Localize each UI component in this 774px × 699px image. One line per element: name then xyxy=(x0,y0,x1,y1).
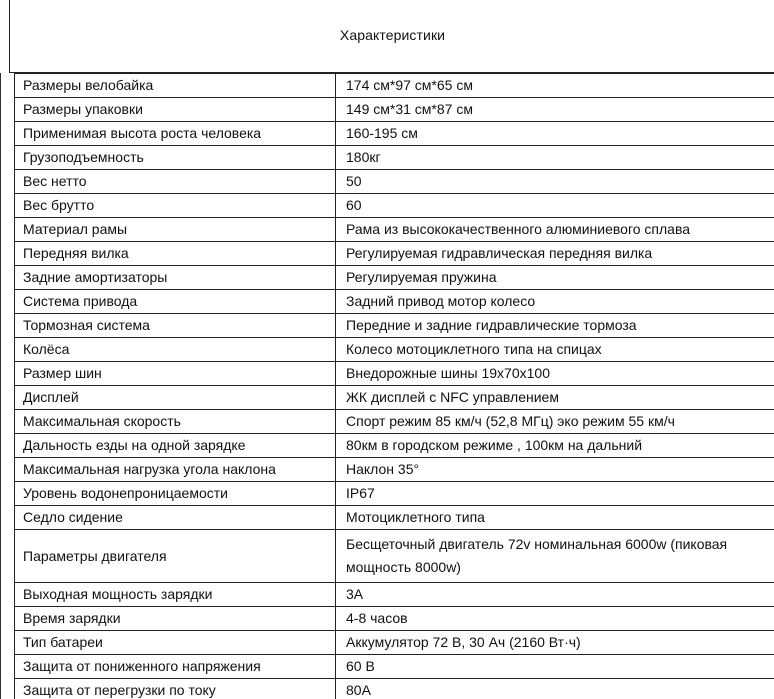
row-value: 60 В xyxy=(336,655,774,679)
row-label: Дальность езды на одной зарядке xyxy=(15,434,336,458)
row-label: Выходная мощность зарядки xyxy=(15,583,336,607)
table-row xyxy=(15,146,774,170)
table-row xyxy=(15,583,774,607)
row-value: ЖК дисплей с NFC управлением xyxy=(336,386,774,410)
row-value: Регулируемая пружина xyxy=(336,266,774,290)
row-value: Рама из высококачественного алюминиевого сплава xyxy=(336,218,774,242)
row-label: Максимальная нагрузка угола наклона xyxy=(15,458,336,482)
row-value: Мотоциклетного типа xyxy=(336,506,774,530)
row-value: 174 см*97 см*65 см xyxy=(336,74,774,98)
row-label: Седло сидение xyxy=(15,506,336,530)
row-label: Система привода xyxy=(15,290,336,314)
row-label: Максимальная скорость xyxy=(15,410,336,434)
row-label: Размер шин xyxy=(15,362,336,386)
table-row xyxy=(15,242,774,266)
row-value: 160-195 см xyxy=(336,122,774,146)
row-value: IP67 xyxy=(336,482,774,506)
table-title: Характеристики xyxy=(339,27,446,43)
spec-table xyxy=(14,73,774,699)
row-value: Задний привод мотор колесо xyxy=(336,290,774,314)
row-label: Параметры двигателя xyxy=(15,530,336,583)
row-value: 3A xyxy=(336,583,774,607)
row-label: Защита от пониженного напряжения xyxy=(15,655,336,679)
row-value: Колесо мотоциклетного типа на спицах xyxy=(336,338,774,362)
left-border-line xyxy=(0,73,1,699)
table-row xyxy=(15,98,774,122)
table-row xyxy=(15,74,774,98)
row-label: Материал рамы xyxy=(15,218,336,242)
row-value: Внедорожные шины 19x70x100 xyxy=(336,362,774,386)
row-label: Дисплей xyxy=(15,386,336,410)
table-row xyxy=(15,170,774,194)
row-value: 149 см*31 см*87 см xyxy=(336,98,774,122)
table-row xyxy=(15,410,774,434)
row-label: Грузоподъемность xyxy=(15,146,336,170)
table-row xyxy=(15,362,774,386)
row-label: Защита от перегрузки по току xyxy=(15,679,336,699)
row-label: Размеры велобайка xyxy=(15,74,336,98)
row-label: Вес брутто xyxy=(15,194,336,218)
row-label: Размеры упаковки xyxy=(15,98,336,122)
table-row xyxy=(15,314,774,338)
table-row xyxy=(15,338,774,362)
row-label: Колёса xyxy=(15,338,336,362)
row-value: Спорт режим 85 км/ч (52,8 МГц) эко режим 55 км/ч xyxy=(336,410,774,434)
table-row xyxy=(15,679,774,699)
table-row xyxy=(15,631,774,655)
table-row xyxy=(15,506,774,530)
table-row xyxy=(15,530,774,583)
row-label: Задние амортизаторы xyxy=(15,266,336,290)
table-row xyxy=(15,458,774,482)
row-value: Аккумулятор 72 В, 30 Ач (2160 Вт·ч) xyxy=(336,631,774,655)
row-label: Передняя вилка xyxy=(15,242,336,266)
row-value: Наклон 35° xyxy=(336,458,774,482)
row-value: 60 xyxy=(336,194,774,218)
row-label: Время зарядки xyxy=(15,607,336,631)
row-label: Вес нетто xyxy=(15,170,336,194)
row-value: 80A xyxy=(336,679,774,699)
table-row xyxy=(15,122,774,146)
row-value: 4-8 часов xyxy=(336,607,774,631)
table-row xyxy=(15,386,774,410)
row-label: Уровень водонепроницаемости xyxy=(15,482,336,506)
table-row xyxy=(15,607,774,631)
row-value: Передние и задние гидравлические тормоза xyxy=(336,314,774,338)
row-value: 80км в городском режиме , 100км на дальний xyxy=(336,434,774,458)
table-row xyxy=(15,434,774,458)
row-label: Применимая высота роста человека xyxy=(15,122,336,146)
table-header xyxy=(9,0,774,73)
table-row xyxy=(15,290,774,314)
row-value: Регулируемая гидравлическая передняя вилка xyxy=(336,242,774,266)
row-value: 180кг xyxy=(336,146,774,170)
table-row xyxy=(15,482,774,506)
row-label: Тип батареи xyxy=(15,631,336,655)
row-label: Тормозная система xyxy=(15,314,336,338)
row-value: Бесщеточный двигатель 72v номинальная 6000w (пиковая мощность 8000w) xyxy=(336,530,774,583)
table-row xyxy=(15,218,774,242)
row-value: 50 xyxy=(336,170,774,194)
table-row xyxy=(15,194,774,218)
table-row xyxy=(15,266,774,290)
table-row xyxy=(15,655,774,679)
